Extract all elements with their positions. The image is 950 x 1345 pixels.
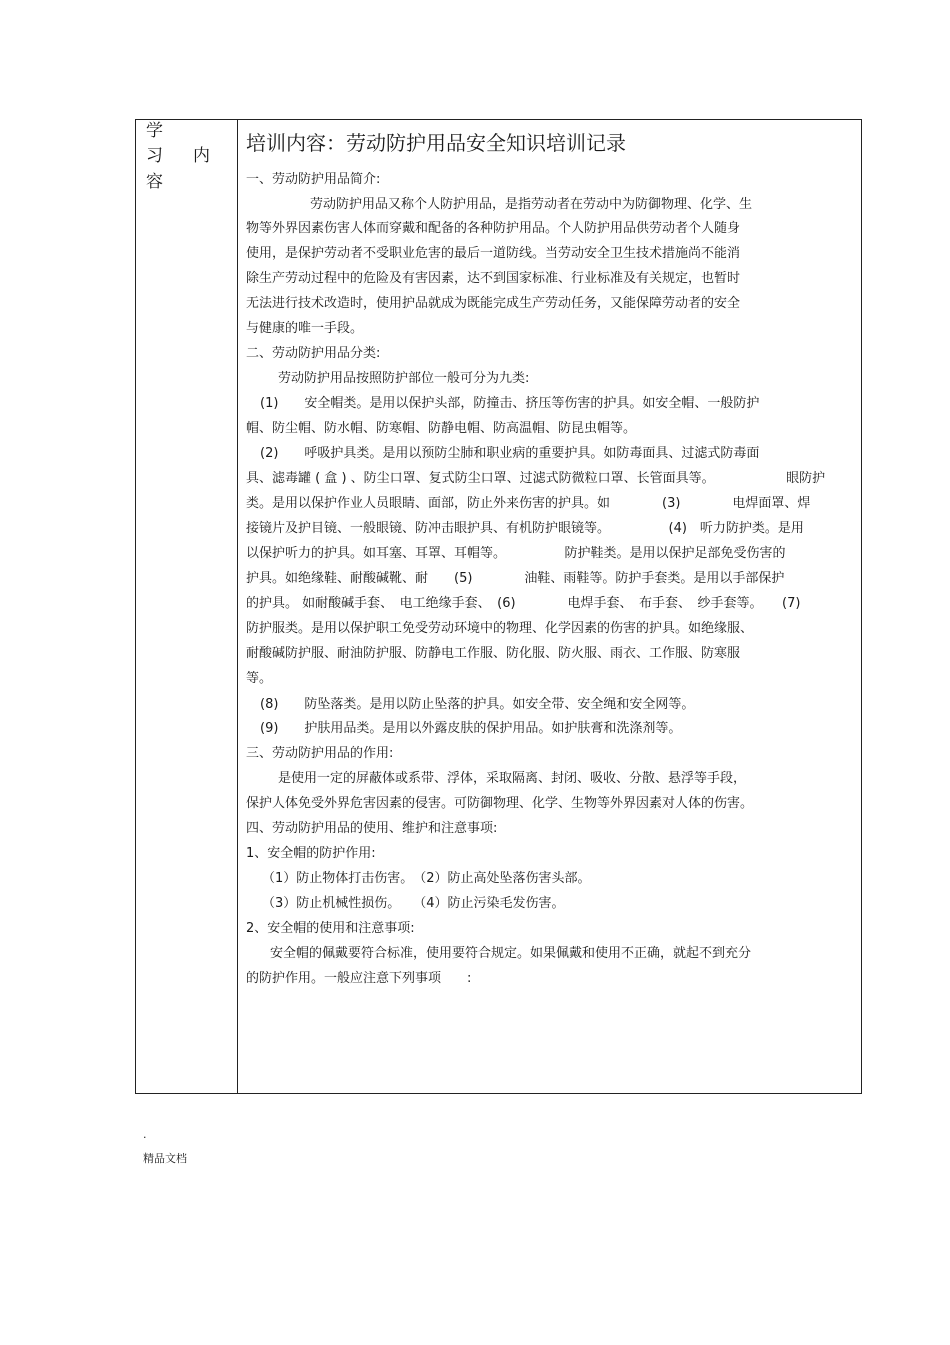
body-line: 帽、防尘帽、防水帽、防寒帽、防静电帽、防高温帽、防昆虫帽等。: [246, 421, 637, 436]
body-line: 护具。如绝缘鞋、耐酸碱靴、耐 (5) 油鞋、雨鞋等。防护手套类。是用以手部保护: [246, 571, 785, 586]
subsection-heading: 2、安全帽的使用和注意事项:: [246, 921, 415, 936]
body-line: (9) 护肤用品类。是用以外露皮肤的保护用品。如护肤膏和洗涤剂等。: [260, 721, 682, 736]
body-line: 安全帽的佩戴要符合标准，使用要符合规定。如果佩戴和使用不正确，就起不到充分: [270, 946, 752, 961]
body-line: 防护服类。是用以保护职工免受劳动环境中的物理、化学因素的伤害的护具。如绝缘服、: [246, 621, 754, 636]
footer-dot: .: [143, 1128, 147, 1141]
label-char-4: 容: [146, 172, 163, 192]
body-line: 无法进行技术改造时，使用护品就成为既能完成生产劳动任务，又能保障劳动者的安全: [246, 296, 741, 311]
body-line: 以保护听力的护具。如耳塞、耳罩、耳帽等。 防护鞋类。是用以保护足部免受伤害的: [246, 546, 786, 561]
body-line: 的防护作用。一般应注意下列事项 :: [246, 971, 472, 986]
body-line: （1）防止物体打击伤害。 （2）防止高处坠落伤害头部。: [262, 871, 591, 886]
body-line: (1) 安全帽类。是用以保护头部，防撞击、挤压等伤害的护具。如安全帽、一般防护: [260, 396, 760, 411]
body-line: (8) 防坠落类。是用以防止坠落的护具。如安全带、安全绳和安全网等。: [260, 697, 695, 712]
body-line: 是使用一定的屏蔽体或系带、浮体，采取隔离、封闭、吸收、分散、悬浮等手段，: [278, 771, 747, 786]
section-heading-2: 二、劳动防护用品分类:: [246, 346, 381, 361]
body-line: 保护人体免受外界危害因素的侵害。可防御物理、化学、生物等外界因素对人体的伤害。: [246, 796, 754, 811]
body-line: 接镜片及护目镜、一般眼镜、防冲击眼护具、有机防护眼镜等。 (4) 听力防护类。是用: [246, 521, 804, 536]
section-heading-1: 一、劳动防护用品简介:: [246, 172, 381, 187]
body-line: 的护具。 如耐酸碱手套、 电工绝缘手套、 (6) 电焊手套、 布手套、 纱手套等。 (7): [246, 596, 801, 611]
subsection-heading: 1、安全帽的防护作用:: [246, 846, 376, 861]
section-heading-4: 四、劳动防护用品的使用、维护和注意事项:: [246, 821, 498, 836]
label-char-2: 习: [146, 146, 163, 166]
section-heading-3: 三、劳动防护用品的作用:: [246, 746, 394, 761]
body-line: (2) 呼吸护具类。是用以预防尘肺和职业病的重要护具。如防毒面具、过滤式防毒面: [260, 446, 760, 461]
body-line: 与健康的唯一手段。: [246, 321, 364, 336]
body-line: 物等外界因素伤害人体而穿戴和配备的各种防护用品。个人防护用品供劳动者个人随身: [246, 221, 741, 236]
body-line: 类。是用以保护作业人员眼睛、面部，防止外来伤害的护具。如 (3) 电焊面罩、焊: [246, 496, 811, 511]
label-char-3: 内: [193, 146, 210, 166]
body-line: 具、滤毒罐 ( 盒 ) 、防尘口罩、复式防尘口罩、过滤式防微粒口罩、长管面具等。 眼防护: [246, 471, 826, 486]
page-title: 培训内容：劳动防护用品安全知识培训记录: [246, 131, 626, 155]
column-divider: [237, 119, 238, 1094]
label-char-1: 学: [146, 121, 163, 141]
body-line: 使用，是保护劳动者不受职业危害的最后一道防线。当劳动安全卫生技术措施尚不能消: [246, 246, 741, 261]
body-line: 除生产劳动过程中的危险及有害因素，达不到国家标准、行业标准及有关规定，也暂时: [246, 271, 741, 286]
body-line: 劳动防护用品按照防护部位一般可分为九类:: [278, 371, 530, 386]
body-line: 耐酸碱防护服、耐油防护服、防静电工作服、防化服、防火服、雨衣、工作服、防寒服: [246, 646, 741, 661]
body-line: （3）防止机械性损伤。 （4）防止污染毛发伤害。: [262, 896, 565, 911]
body-line: 劳动防护用品又称个人防护用品，是指劳动者在劳动中为防御物理、化学、生: [310, 197, 753, 212]
footer-label: 精品文档: [143, 1152, 187, 1165]
body-line: 等。: [246, 671, 273, 686]
